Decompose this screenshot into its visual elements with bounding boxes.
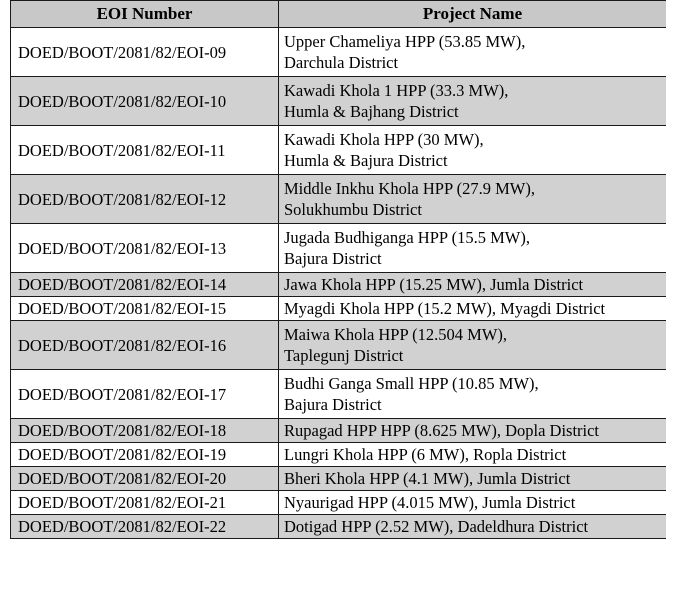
project-name-line: Rupagad HPP HPP (8.625 MW), Dopla District bbox=[284, 421, 600, 440]
project-name-cell bbox=[279, 126, 667, 175]
eoi-number-cell: DOED/BOOT/2081/82/EOI-17 bbox=[11, 370, 279, 419]
project-name-cell bbox=[279, 273, 667, 297]
table-row bbox=[11, 273, 667, 297]
table-row bbox=[11, 175, 667, 224]
project-name-line: Myagdi Khola HPP (15.2 MW), Myagdi District bbox=[284, 299, 606, 318]
table-row bbox=[11, 370, 667, 419]
project-name-cell bbox=[279, 419, 667, 443]
project-name-header: Project Name bbox=[279, 1, 667, 28]
table-row bbox=[11, 77, 667, 126]
table-row bbox=[11, 443, 667, 467]
project-name-cell bbox=[279, 515, 667, 539]
eoi-number-cell: DOED/BOOT/2081/82/EOI-10 bbox=[11, 77, 279, 126]
project-name-line: Taplegunj District bbox=[284, 346, 404, 365]
eoi-number-cell: DOED/BOOT/2081/82/EOI-19 bbox=[11, 443, 279, 467]
eoi-number-cell: DOED/BOOT/2081/82/EOI-15 bbox=[11, 297, 279, 321]
project-name-line: Upper Chameliya HPP (53.85 MW), bbox=[284, 32, 526, 51]
eoi-number-cell: DOED/BOOT/2081/82/EOI-09 bbox=[11, 28, 279, 77]
table-row bbox=[11, 126, 667, 175]
project-name-line: Lungri Khola HPP (6 MW), Ropla District bbox=[284, 445, 567, 464]
project-name-line: Bajura District bbox=[284, 395, 382, 414]
project-name-line: Nyaurigad HPP (4.015 MW), Jumla District bbox=[284, 493, 576, 512]
project-name-line: Darchula District bbox=[284, 53, 399, 72]
eoi-number-cell: DOED/BOOT/2081/82/EOI-13 bbox=[11, 224, 279, 273]
eoi-number-cell: DOED/BOOT/2081/82/EOI-20 bbox=[11, 467, 279, 491]
eoi-number-cell: DOED/BOOT/2081/82/EOI-14 bbox=[11, 273, 279, 297]
project-name-line: Middle Inkhu Khola HPP (27.9 MW), bbox=[284, 179, 535, 198]
eoi-number-cell: DOED/BOOT/2081/82/EOI-21 bbox=[11, 491, 279, 515]
project-name-cell bbox=[279, 28, 667, 77]
project-name-cell bbox=[279, 443, 667, 467]
project-name-line: Maiwa Khola HPP (12.504 MW), bbox=[284, 325, 508, 344]
project-name-line: Kawadi Khola HPP (30 MW), bbox=[284, 130, 484, 149]
eoi-number-cell: DOED/BOOT/2081/82/EOI-16 bbox=[11, 321, 279, 370]
project-name-cell bbox=[279, 321, 667, 370]
eoi-number-cell: DOED/BOOT/2081/82/EOI-12 bbox=[11, 175, 279, 224]
eoi-number-cell: DOED/BOOT/2081/82/EOI-18 bbox=[11, 419, 279, 443]
table-row bbox=[11, 224, 667, 273]
table-row bbox=[11, 515, 667, 539]
table-row bbox=[11, 467, 667, 491]
table-row bbox=[11, 321, 667, 370]
project-name-cell bbox=[279, 370, 667, 419]
project-name-line: Bajura District bbox=[284, 249, 382, 268]
project-name-cell bbox=[279, 297, 667, 321]
table-header-row bbox=[11, 1, 667, 28]
table-body bbox=[11, 28, 667, 539]
project-name-cell bbox=[279, 175, 667, 224]
table-row bbox=[11, 419, 667, 443]
table-row bbox=[11, 297, 667, 321]
eoi-number-cell: DOED/BOOT/2081/82/EOI-11 bbox=[11, 126, 279, 175]
eoi-number-header: EOI Number bbox=[11, 1, 279, 28]
project-name-line: Humla & Bajhang District bbox=[284, 102, 459, 121]
project-name-cell bbox=[279, 77, 667, 126]
project-name-line: Jugada Budhiganga HPP (15.5 MW), bbox=[284, 228, 530, 247]
project-name-line: Solukhumbu District bbox=[284, 200, 422, 219]
project-name-line: Dotigad HPP (2.52 MW), Dadeldhura District bbox=[284, 517, 589, 536]
project-name-cell bbox=[279, 467, 667, 491]
table-row bbox=[11, 491, 667, 515]
project-name-cell bbox=[279, 224, 667, 273]
eoi-projects-table bbox=[10, 0, 666, 539]
table-row bbox=[11, 28, 667, 77]
project-name-cell bbox=[279, 491, 667, 515]
eoi-number-cell: DOED/BOOT/2081/82/EOI-22 bbox=[11, 515, 279, 539]
project-name-line: Bheri Khola HPP (4.1 MW), Jumla District bbox=[284, 469, 571, 488]
project-name-line: Budhi Ganga Small HPP (10.85 MW), bbox=[284, 374, 539, 393]
project-name-line: Humla & Bajura District bbox=[284, 151, 448, 170]
document-page bbox=[10, 0, 666, 595]
project-name-line: Kawadi Khola 1 HPP (33.3 MW), bbox=[284, 81, 509, 100]
project-name-line: Jawa Khola HPP (15.25 MW), Jumla District bbox=[284, 275, 584, 294]
